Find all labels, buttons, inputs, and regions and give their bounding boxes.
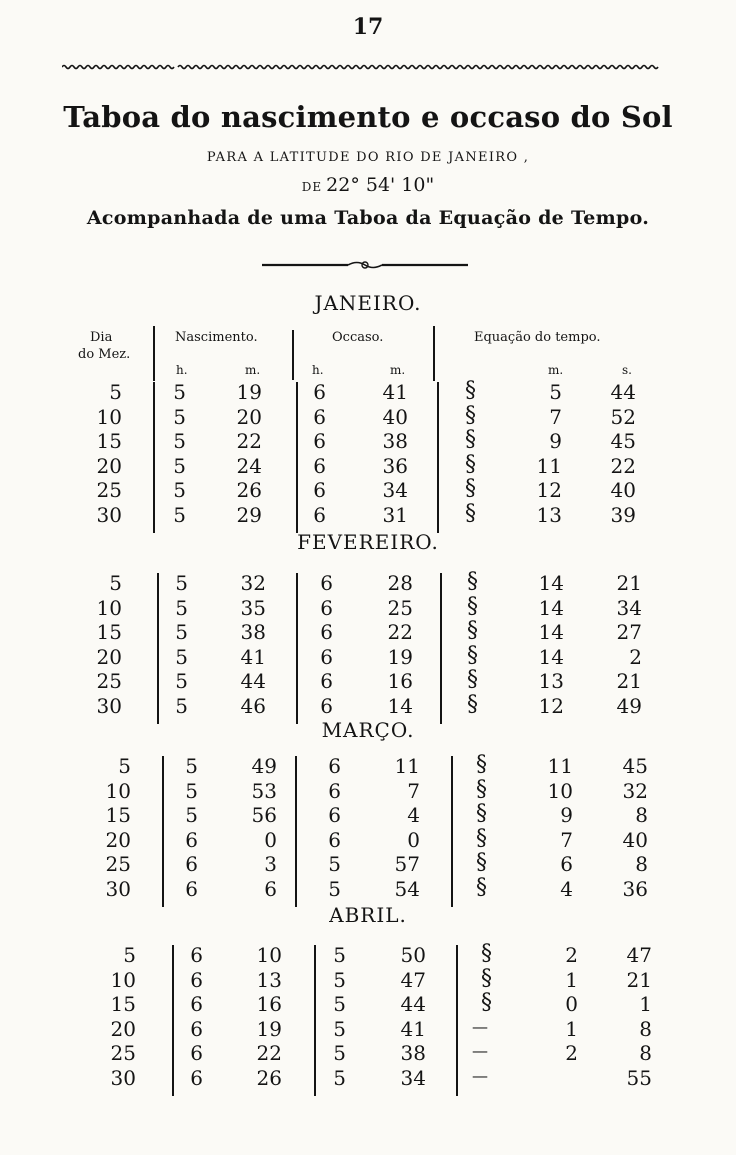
cell-occaso-m: 40 xyxy=(382,404,408,429)
cell-occaso-m: 4 xyxy=(407,803,420,827)
cell-nascimento-h: 5 xyxy=(175,644,188,669)
cell-occaso-h: 6 xyxy=(328,827,341,852)
cell-nascimento-h: 5 xyxy=(173,380,186,404)
cell-occaso-m: 38 xyxy=(400,1041,426,1065)
cell-dia: 25 xyxy=(110,1041,136,1065)
cell-nascimento-h: 5 xyxy=(185,778,198,803)
cell-occaso-m: 31 xyxy=(382,502,408,527)
subtitle-equation: Acompanhada de uma Taboa da Equação de Tempo. xyxy=(86,207,650,229)
header-do-mez: do Mez. xyxy=(78,347,131,362)
cell-equation-m: 10 xyxy=(547,778,573,803)
cell-equation-s: 39 xyxy=(610,502,636,527)
cell-equation-s: 2 xyxy=(629,644,642,669)
cell-equation-sign: § xyxy=(481,990,492,1015)
cell-nascimento-h: 5 xyxy=(173,478,186,502)
cell-occaso-h: 6 xyxy=(320,669,333,693)
header-occaso: Occaso. xyxy=(332,330,384,345)
cell-equation-s: 40 xyxy=(622,827,648,852)
cell-nascimento-h: 5 xyxy=(185,754,198,778)
cell-nascimento-m: 13 xyxy=(256,967,282,992)
cell-equation-s: 40 xyxy=(610,478,636,502)
cell-occaso-h: 6 xyxy=(320,571,333,595)
cell-dia: 30 xyxy=(96,693,122,718)
cell-nascimento-m: 6 xyxy=(264,876,277,901)
cell-occaso-m: 25 xyxy=(387,595,413,620)
cell-dia: 5 xyxy=(118,754,131,778)
cell-occaso-m: 44 xyxy=(400,992,426,1016)
cell-occaso-h: 6 xyxy=(320,620,333,644)
cell-nascimento-m: 22 xyxy=(236,429,262,453)
cell-occaso-h: 5 xyxy=(333,1065,346,1090)
unit-m-occaso: m. xyxy=(390,363,406,377)
cell-dia: 15 xyxy=(105,803,131,827)
cell-nascimento-m: 32 xyxy=(240,571,266,595)
cell-dia: 20 xyxy=(96,453,122,478)
column-rule xyxy=(292,330,294,380)
cell-equation-sign: § xyxy=(465,500,476,526)
cell-occaso-h: 6 xyxy=(313,380,326,404)
unit-m-equacao: m. xyxy=(548,363,564,377)
cell-occaso-m: 47 xyxy=(400,967,426,992)
cell-nascimento-m: 19 xyxy=(256,1016,282,1041)
cell-equation-m: 1 xyxy=(565,1016,578,1041)
cell-equation-sign: § xyxy=(465,451,476,477)
cell-equation-sign: § xyxy=(467,642,478,668)
cell-occaso-h: 5 xyxy=(333,992,346,1016)
cell-nascimento-h: 5 xyxy=(173,429,186,453)
cell-nascimento-m: 16 xyxy=(256,992,282,1016)
cell-nascimento-h: 6 xyxy=(190,1016,203,1041)
cell-equation-s: 27 xyxy=(616,620,642,644)
cell-nascimento-h: 5 xyxy=(173,453,186,478)
cell-equation-s: 21 xyxy=(616,571,642,595)
month-heading: JANEIRO. xyxy=(314,291,422,315)
cell-nascimento-m: 38 xyxy=(240,620,266,644)
cell-dia: 25 xyxy=(96,478,122,502)
subtitle-latitude-line: PARA A LATITUDE DO RIO DE JANEIRO , xyxy=(206,150,530,165)
cell-equation-s: 45 xyxy=(622,754,648,778)
subtitle-latitude-value xyxy=(0,174,736,196)
cell-dia: 5 xyxy=(109,571,122,595)
unit-h-occaso: h. xyxy=(312,363,324,377)
cell-occaso-m: 34 xyxy=(400,1065,426,1090)
unit-h-nascimento: h. xyxy=(176,363,188,377)
cell-equation-sign: § xyxy=(465,378,476,403)
cell-equation-sign: § xyxy=(481,941,492,966)
subtitle-prefix: DE xyxy=(301,180,323,194)
cell-equation-s: 44 xyxy=(610,380,636,404)
cell-occaso-m: 22 xyxy=(387,620,413,644)
cell-equation-sign: — xyxy=(472,1041,488,1060)
cell-occaso-m: 57 xyxy=(394,852,420,876)
cell-occaso-m: 7 xyxy=(407,778,420,803)
cell-occaso-h: 6 xyxy=(320,693,333,718)
cell-equation-sign: § xyxy=(476,801,487,826)
cell-occaso-m: 34 xyxy=(382,478,408,502)
cell-equation-sign: § xyxy=(476,850,487,875)
cell-dia: 10 xyxy=(96,404,122,429)
cell-nascimento-m: 24 xyxy=(236,453,262,478)
cell-occaso-h: 5 xyxy=(333,967,346,992)
cell-occaso-h: 6 xyxy=(313,453,326,478)
cell-dia: 20 xyxy=(96,644,122,669)
cell-nascimento-h: 5 xyxy=(175,669,188,693)
header-equacao: Equação do tempo. xyxy=(474,330,601,345)
cell-occaso-h: 6 xyxy=(328,754,341,778)
page-number: 17 xyxy=(352,14,384,40)
cell-nascimento-h: 5 xyxy=(175,571,188,595)
cell-equation-sign: § xyxy=(465,402,476,428)
cell-equation-s: 47 xyxy=(626,943,652,967)
cell-occaso-h: 6 xyxy=(320,644,333,669)
cell-equation-sign: § xyxy=(467,593,478,619)
cell-equation-sign: § xyxy=(476,825,487,851)
cell-equation-sign: § xyxy=(467,569,478,594)
cell-occaso-m: 54 xyxy=(394,876,420,901)
cell-occaso-h: 6 xyxy=(313,404,326,429)
cell-nascimento-h: 6 xyxy=(190,992,203,1016)
cell-equation-s: 49 xyxy=(616,693,642,718)
cell-dia: 10 xyxy=(105,778,131,803)
cell-nascimento-m: 19 xyxy=(236,380,262,404)
cell-nascimento-m: 22 xyxy=(256,1041,282,1065)
cell-nascimento-m: 53 xyxy=(251,778,277,803)
cell-equation-m: 7 xyxy=(549,404,562,429)
cell-nascimento-m: 49 xyxy=(251,754,277,778)
cell-occaso-h: 6 xyxy=(313,478,326,502)
cell-occaso-m: 41 xyxy=(400,1016,426,1041)
cell-equation-s: 8 xyxy=(639,1016,652,1041)
cell-occaso-m: 19 xyxy=(387,644,413,669)
cell-occaso-h: 6 xyxy=(313,429,326,453)
cell-dia: 25 xyxy=(105,852,131,876)
cell-nascimento-m: 0 xyxy=(264,827,277,852)
cell-equation-m: 11 xyxy=(547,754,573,778)
cell-equation-s: 21 xyxy=(616,669,642,693)
month-heading: FEVEREIRO. xyxy=(297,530,439,554)
cell-equation-m: 6 xyxy=(560,852,573,876)
cell-equation-s: 8 xyxy=(635,803,648,827)
cell-nascimento-m: 26 xyxy=(256,1065,282,1090)
cell-occaso-h: 5 xyxy=(333,1016,346,1041)
cell-occaso-h: 5 xyxy=(328,852,341,876)
cell-equation-sign: — xyxy=(472,1016,488,1036)
cell-occaso-m: 16 xyxy=(387,669,413,693)
cell-equation-s: 1 xyxy=(639,992,652,1016)
cell-nascimento-m: 35 xyxy=(240,595,266,620)
cell-nascimento-m: 44 xyxy=(240,669,266,693)
wavy-rule-divider xyxy=(62,62,660,72)
cell-equation-m: 14 xyxy=(538,620,564,644)
cell-occaso-m: 50 xyxy=(400,943,426,967)
cell-equation-s: 22 xyxy=(610,453,636,478)
cell-nascimento-h: 6 xyxy=(190,1041,203,1065)
cell-occaso-m: 14 xyxy=(387,693,413,718)
unit-s-equacao: s. xyxy=(622,363,632,377)
cell-equation-sign: — xyxy=(472,1065,488,1085)
cell-equation-sign: § xyxy=(476,776,487,802)
latitude-value: 22° 54' 10" xyxy=(326,174,435,196)
cell-dia: 5 xyxy=(109,380,122,404)
cell-equation-sign: § xyxy=(476,752,487,777)
cell-dia: 30 xyxy=(110,1065,136,1090)
cell-occaso-m: 0 xyxy=(407,827,420,852)
cell-nascimento-h: 6 xyxy=(190,943,203,967)
header-nascimento: Nascimento. xyxy=(175,330,258,345)
cell-equation-s: 52 xyxy=(610,404,636,429)
cell-dia: 20 xyxy=(105,827,131,852)
cell-equation-s: 21 xyxy=(626,967,652,992)
cell-equation-sign: § xyxy=(476,874,487,900)
cell-occaso-m: 38 xyxy=(382,429,408,453)
cell-equation-m: 14 xyxy=(538,644,564,669)
cell-equation-s: 8 xyxy=(639,1041,652,1065)
cell-equation-m: 5 xyxy=(549,380,562,404)
cell-equation-s: 34 xyxy=(616,595,642,620)
cell-equation-s: 55 xyxy=(626,1065,652,1090)
cell-equation-sign: § xyxy=(465,427,476,452)
cell-nascimento-m: 10 xyxy=(256,943,282,967)
ornamental-divider xyxy=(262,258,468,272)
cell-equation-m: 14 xyxy=(538,595,564,620)
cell-nascimento-m: 41 xyxy=(240,644,266,669)
cell-dia: 15 xyxy=(96,429,122,453)
cell-equation-m: 13 xyxy=(538,669,564,693)
cell-equation-s: 36 xyxy=(622,876,648,901)
cell-nascimento-m: 56 xyxy=(251,803,277,827)
cell-dia: 15 xyxy=(110,992,136,1016)
cell-occaso-m: 11 xyxy=(394,754,420,778)
cell-nascimento-h: 5 xyxy=(175,620,188,644)
cell-occaso-h: 6 xyxy=(328,803,341,827)
cell-occaso-m: 41 xyxy=(382,380,408,404)
cell-dia: 15 xyxy=(96,620,122,644)
cell-nascimento-m: 26 xyxy=(236,478,262,502)
column-rule xyxy=(433,326,435,381)
cell-nascimento-h: 6 xyxy=(185,827,198,852)
column-rule xyxy=(153,326,155,381)
cell-dia: 5 xyxy=(123,943,136,967)
cell-nascimento-h: 6 xyxy=(190,1065,203,1090)
unit-m-nascimento: m. xyxy=(245,363,261,377)
cell-equation-m: 12 xyxy=(536,478,562,502)
cell-equation-m: 4 xyxy=(560,876,573,901)
cell-nascimento-h: 6 xyxy=(185,876,198,901)
cell-nascimento-h: 5 xyxy=(185,803,198,827)
cell-equation-sign: § xyxy=(465,476,476,501)
cell-nascimento-h: 5 xyxy=(173,502,186,527)
cell-equation-m: 1 xyxy=(565,967,578,992)
cell-equation-sign: § xyxy=(467,667,478,692)
cell-dia: 25 xyxy=(96,669,122,693)
cell-occaso-m: 36 xyxy=(382,453,408,478)
cell-equation-m: 9 xyxy=(549,429,562,453)
cell-nascimento-m: 29 xyxy=(236,502,262,527)
cell-equation-sign: § xyxy=(481,965,492,991)
cell-occaso-h: 5 xyxy=(333,943,346,967)
cell-dia: 10 xyxy=(96,595,122,620)
cell-equation-m: 7 xyxy=(560,827,573,852)
cell-nascimento-m: 20 xyxy=(236,404,262,429)
cell-equation-m: 12 xyxy=(538,693,564,718)
cell-occaso-h: 5 xyxy=(333,1041,346,1065)
cell-equation-m: 9 xyxy=(560,803,573,827)
month-heading: MARÇO. xyxy=(321,718,415,742)
cell-nascimento-m: 3 xyxy=(264,852,277,876)
cell-dia: 20 xyxy=(110,1016,136,1041)
cell-nascimento-h: 5 xyxy=(173,404,186,429)
cell-occaso-h: 5 xyxy=(328,876,341,901)
cell-dia: 30 xyxy=(96,502,122,527)
cell-nascimento-h: 5 xyxy=(175,693,188,718)
cell-equation-m: 2 xyxy=(565,943,578,967)
cell-dia: 10 xyxy=(110,967,136,992)
cell-equation-m: 2 xyxy=(565,1041,578,1065)
cell-nascimento-m: 46 xyxy=(240,693,266,718)
cell-occaso-m: 28 xyxy=(387,571,413,595)
cell-nascimento-h: 6 xyxy=(190,967,203,992)
cell-dia: 30 xyxy=(105,876,131,901)
header-dia: Dia xyxy=(90,330,113,345)
page-title: Taboa do nascimento e occaso do Sol xyxy=(63,100,673,134)
cell-equation-s: 8 xyxy=(635,852,648,876)
cell-equation-m: 14 xyxy=(538,571,564,595)
cell-equation-m: 13 xyxy=(536,502,562,527)
cell-equation-s: 32 xyxy=(622,778,648,803)
cell-equation-m: 11 xyxy=(536,453,562,478)
cell-equation-s: 45 xyxy=(610,429,636,453)
cell-equation-sign: § xyxy=(467,691,478,717)
cell-equation-m: 0 xyxy=(565,992,578,1016)
cell-occaso-h: 6 xyxy=(320,595,333,620)
cell-occaso-h: 6 xyxy=(313,502,326,527)
month-heading: ABRIL. xyxy=(329,903,407,927)
cell-nascimento-h: 6 xyxy=(185,852,198,876)
cell-occaso-h: 6 xyxy=(328,778,341,803)
cell-equation-sign: § xyxy=(467,618,478,643)
cell-nascimento-h: 5 xyxy=(175,595,188,620)
